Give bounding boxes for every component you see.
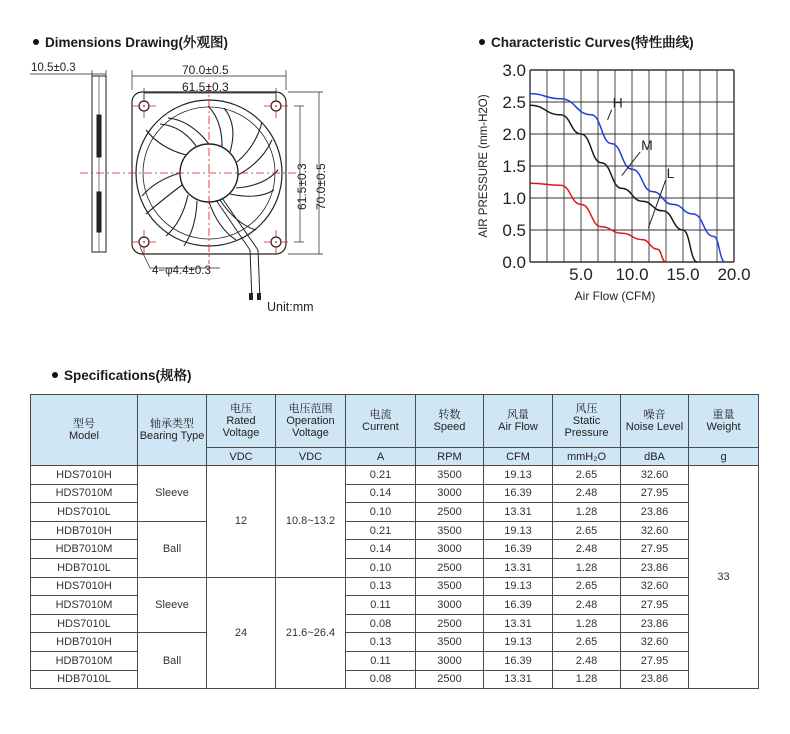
table-cell: 32.60 xyxy=(621,577,689,596)
height-outer-dim: 70.0±0.5 xyxy=(314,163,328,210)
unit-cell: VDC xyxy=(207,448,276,466)
y-tick-label: 2.0 xyxy=(502,125,526,144)
table-cell: HDS7010M xyxy=(31,484,138,503)
table-cell: 16.39 xyxy=(484,540,553,559)
table-cell: 19.13 xyxy=(484,521,553,540)
table-cell: 0.11 xyxy=(346,651,416,670)
bullet-icon xyxy=(479,39,485,45)
table-cell: 3000 xyxy=(416,651,484,670)
unit-cell: VDC xyxy=(276,448,346,466)
table-cell: 2.65 xyxy=(553,577,621,596)
table-cell: 0.08 xyxy=(346,614,416,633)
table-cell: 0.13 xyxy=(346,577,416,596)
specs-title xyxy=(52,364,192,384)
x-tick-label: 10.0 xyxy=(615,265,649,284)
table-cell: HDS7010M xyxy=(31,596,138,615)
table-cell: 0.21 xyxy=(346,521,416,540)
table-cell: 23.86 xyxy=(621,503,689,522)
table-cell: HDB7010L xyxy=(31,670,138,689)
table-cell: 0.13 xyxy=(346,633,416,652)
curves-title xyxy=(479,31,694,51)
y-tick-label: 1.0 xyxy=(502,189,526,208)
series-h-label: H xyxy=(612,94,623,111)
table-row xyxy=(31,521,759,540)
col-air-flow: 风量 Air Flow xyxy=(484,395,553,448)
col-current: 电流 Current xyxy=(346,395,416,448)
unit-cell: RPM xyxy=(416,448,484,466)
series-l-label: L xyxy=(666,165,675,182)
table-cell: 2.65 xyxy=(553,633,621,652)
table-cell: 13.31 xyxy=(484,558,553,577)
table-cell: 16.39 xyxy=(484,596,553,615)
curves-title-cn: (特性曲线) xyxy=(630,35,694,50)
table-cell: HDS7010H xyxy=(31,577,138,596)
dimensions-title-cn: (外观图) xyxy=(178,35,229,50)
table-row xyxy=(31,577,759,596)
curves-title-en: Characteristic Curves xyxy=(491,35,631,50)
width-outer-dim: 70.0±0.5 xyxy=(182,63,229,77)
table-cell: 33 xyxy=(689,466,759,689)
table-cell: 19.13 xyxy=(484,577,553,596)
specifications-body xyxy=(31,466,759,689)
unit-cell: mmH₂O xyxy=(553,448,621,466)
table-cell: 12 xyxy=(207,466,276,578)
col-bearing: 轴承类型 Bearing Type xyxy=(138,395,207,466)
series-m-line xyxy=(530,105,697,262)
y-tick-label: 0.5 xyxy=(502,221,526,240)
table-cell: Sleeve xyxy=(138,577,207,633)
table-cell: 27.95 xyxy=(621,596,689,615)
table-cell: 3500 xyxy=(416,633,484,652)
series-m-label: M xyxy=(641,136,653,153)
table-cell: 16.39 xyxy=(484,651,553,670)
table-cell: 23.86 xyxy=(621,614,689,633)
table-cell: Ball xyxy=(138,521,207,577)
table-cell: 0.08 xyxy=(346,670,416,689)
table-cell: 16.39 xyxy=(484,484,553,503)
center-lines xyxy=(80,84,300,264)
table-cell: 27.95 xyxy=(621,484,689,503)
table-cell: 19.13 xyxy=(484,633,553,652)
table-cell: 3000 xyxy=(416,596,484,615)
col-rated-voltage: 电压 Rated Voltage xyxy=(207,395,276,448)
table-cell: 19.13 xyxy=(484,466,553,485)
fan-side-view xyxy=(30,70,106,252)
table-cell: 2500 xyxy=(416,670,484,689)
series-h-line xyxy=(530,94,725,262)
table-cell: 24 xyxy=(207,577,276,689)
series-h-leader xyxy=(608,110,612,120)
unit-cell: CFM xyxy=(484,448,553,466)
table-cell: 3500 xyxy=(416,521,484,540)
table-cell: 0.14 xyxy=(346,540,416,559)
col-noise: 噪音 Noise Level xyxy=(621,395,689,448)
table-cell: HDB7010L xyxy=(31,558,138,577)
table-cell: 2.48 xyxy=(553,540,621,559)
table-cell: 1.28 xyxy=(553,503,621,522)
table-cell: 0.10 xyxy=(346,503,416,522)
table-cell: 1.28 xyxy=(553,614,621,633)
col-model: 型号 Model xyxy=(31,395,138,466)
table-cell: 3000 xyxy=(416,540,484,559)
table-cell: 3500 xyxy=(416,466,484,485)
table-cell: 13.31 xyxy=(484,670,553,689)
hole-spacing-v-dim: 61.5±0.3 xyxy=(295,163,309,210)
table-cell: Sleeve xyxy=(138,466,207,522)
table-cell: 27.95 xyxy=(621,540,689,559)
table-cell: 3500 xyxy=(416,577,484,596)
y-tick-label: 0.0 xyxy=(502,253,526,272)
specifications-table xyxy=(30,394,759,689)
specs-title-en: Specifications xyxy=(64,368,156,383)
hole-spacing-h-dim: 61.5±0.3 xyxy=(182,80,229,94)
table-cell: 3000 xyxy=(416,484,484,503)
table-cell: HDS7010L xyxy=(31,614,138,633)
table-cell: 21.6~26.4 xyxy=(276,577,346,689)
table-row xyxy=(31,633,759,652)
y-axis-label: AIR PRESSURE (mm-H2O) xyxy=(478,94,490,238)
table-cell: 2.65 xyxy=(553,466,621,485)
dimensions-drawing xyxy=(0,0,360,330)
table-cell: 13.31 xyxy=(484,503,553,522)
table-cell: HDS7010L xyxy=(31,503,138,522)
table-cell: 2500 xyxy=(416,503,484,522)
table-cell: 0.10 xyxy=(346,558,416,577)
table-cell: Ball xyxy=(138,633,207,689)
thickness-dim: 10.5±0.3 xyxy=(31,62,76,74)
table-cell: 1.28 xyxy=(553,558,621,577)
unit-cell: A xyxy=(346,448,416,466)
table-row xyxy=(31,466,759,485)
table-cell: 0.21 xyxy=(346,466,416,485)
x-tick-label: 15.0 xyxy=(666,265,700,284)
col-static-pressure: 风压 Static Pressure xyxy=(553,395,621,448)
characteristic-curves-chart xyxy=(470,55,770,315)
unit-cell: dBA xyxy=(621,448,689,466)
table-cell: 2500 xyxy=(416,614,484,633)
table-cell: 2.65 xyxy=(553,521,621,540)
y-tick-label: 1.5 xyxy=(502,157,526,176)
x-tick-label: 5.0 xyxy=(569,265,593,284)
table-cell: 32.60 xyxy=(621,633,689,652)
y-tick-label: 2.5 xyxy=(502,93,526,112)
header-row xyxy=(31,395,759,448)
unit-label: Unit:mm xyxy=(267,300,314,314)
table-cell: 32.60 xyxy=(621,521,689,540)
table-cell: 23.86 xyxy=(621,558,689,577)
specs-title-cn: (规格) xyxy=(155,368,192,383)
table-cell: 10.8~13.2 xyxy=(276,466,346,578)
table-cell: HDS7010H xyxy=(31,466,138,485)
table-cell: 0.14 xyxy=(346,484,416,503)
table-cell: HDB7010H xyxy=(31,521,138,540)
table-cell: 27.95 xyxy=(621,651,689,670)
holes-dim: 4−φ4.4±0.3 xyxy=(152,265,211,277)
table-cell: HDB7010H xyxy=(31,633,138,652)
table-cell: 2.48 xyxy=(553,484,621,503)
table-cell: 32.60 xyxy=(621,466,689,485)
table-cell: HDB7010M xyxy=(31,651,138,670)
col-operation-voltage: 电压范围 Operation Voltage xyxy=(276,395,346,448)
table-cell: 23.86 xyxy=(621,670,689,689)
x-tick-label: 20.0 xyxy=(717,265,751,284)
x-axis-label: Air Flow (CFM) xyxy=(574,289,656,303)
table-cell: 13.31 xyxy=(484,614,553,633)
table-cell: 0.11 xyxy=(346,596,416,615)
table-cell: 2500 xyxy=(416,558,484,577)
table-cell: 2.48 xyxy=(553,596,621,615)
unit-cell: g xyxy=(689,448,759,466)
table-cell: 1.28 xyxy=(553,670,621,689)
table-cell: 2.48 xyxy=(553,651,621,670)
bullet-icon xyxy=(52,372,58,378)
y-tick-label: 3.0 xyxy=(502,61,526,80)
col-speed: 转数 Speed xyxy=(416,395,484,448)
dimensions-title-en: Dimensions Drawing xyxy=(45,35,179,50)
col-weight: 重量 Weight xyxy=(689,395,759,448)
table-cell: HDB7010M xyxy=(31,540,138,559)
